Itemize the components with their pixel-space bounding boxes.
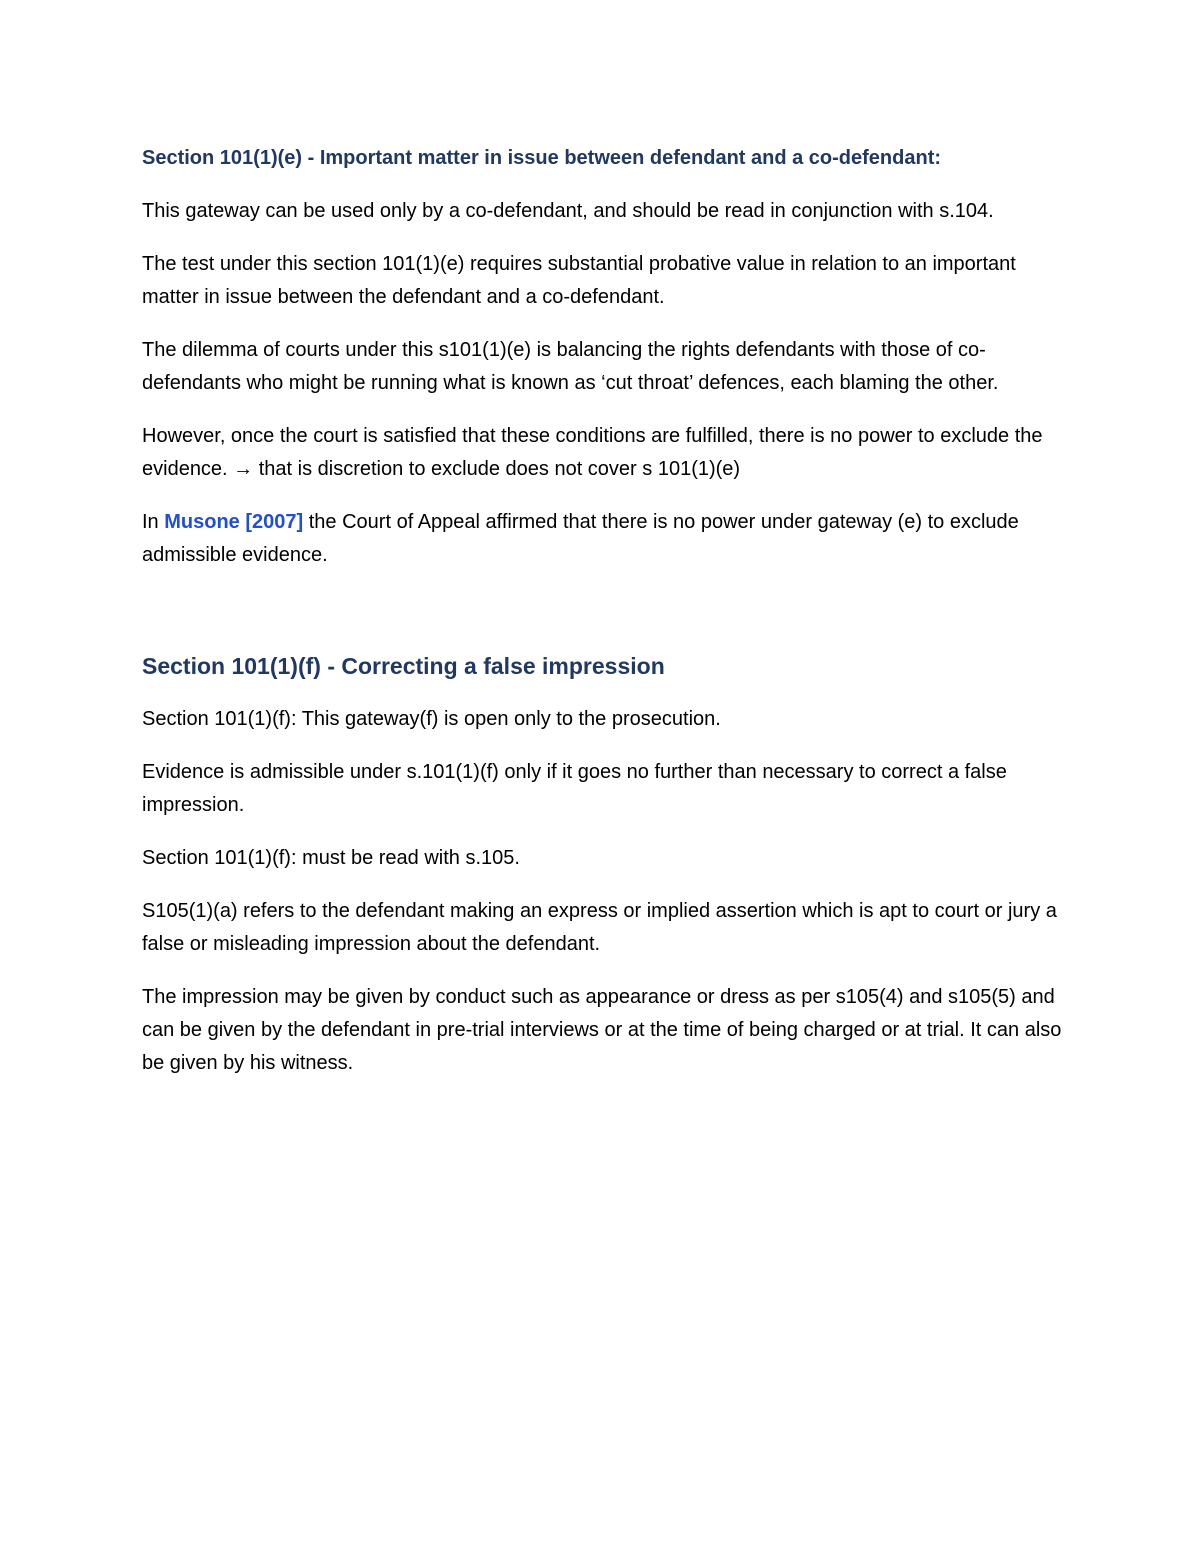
section-f-paragraph-4: S105(1)(a) refers to the defendant making an express or implied assertion which is apt to court or jury a false or misleading impression about the defendant. xyxy=(142,900,1057,955)
section-f-paragraph-5: The impression may be given by conduct such as appearance or dress as per s105(4) and s105(5) and can be given by the defendant in pre-trial interviews or at the time of being charged or at trial. It can also be given by his witness. xyxy=(142,986,1062,1074)
section-e-paragraph-1: This gateway can be used only by a co-defendant, and should be read in conjunction with s.104. xyxy=(142,200,994,222)
section-e-paragraph-3: The dilemma of courts under this s101(1)(e) is balancing the rights defendants with those of co-defendants who might be running what is known as ‘cut throat’ defences, each blaming the other. xyxy=(142,339,999,394)
section-f-paragraph-1: Section 101(1)(f): This gateway(f) is open only to the prosecution. xyxy=(142,708,721,730)
document-body xyxy=(142,142,1072,1100)
case-citation-musone: Musone [2007] xyxy=(164,511,304,533)
section-e-paragraph-5 xyxy=(142,506,1072,572)
section-f-paragraph-2: Evidence is admissible under s.101(1)(f) only if it goes no further than necessary to correct a false impression. xyxy=(142,761,1007,816)
section-e-paragraph-5-rest: the Court of Appeal affirmed that there is no power under gateway (e) to exclude admissible evidence. xyxy=(142,511,1019,566)
section-e-paragraph-5-prefix: In xyxy=(142,511,165,533)
section-e-paragraph-4 xyxy=(142,420,1072,486)
section-e-heading-prefix: Section 101(1)(e) - xyxy=(142,147,320,169)
section-e-heading xyxy=(142,142,1072,175)
section-e-paragraph-4-main: However, once the court is satisfied that these conditions are fulfilled, there is no power to exclude the evidence. xyxy=(142,425,1043,480)
section-e-paragraph-4-tail: that is discretion to exclude does not cover s 101(1)(e) xyxy=(253,458,741,480)
section-e-paragraph-2: The test under this section 101(1)(e) requires substantial probative value in relation to an important matter in issue between the defendant and a co-defendant. xyxy=(142,253,1016,308)
section-f-paragraph-3: Section 101(1)(f): must be read with s.105. xyxy=(142,847,520,869)
section-e-heading-title: Important matter in issue between defendant and a co-defendant: xyxy=(319,147,942,169)
arrow-right-icon: → xyxy=(233,458,254,480)
section-spacer xyxy=(142,592,1072,650)
section-f-heading: Section 101(1)(f) - Correcting a false impression xyxy=(142,653,665,679)
